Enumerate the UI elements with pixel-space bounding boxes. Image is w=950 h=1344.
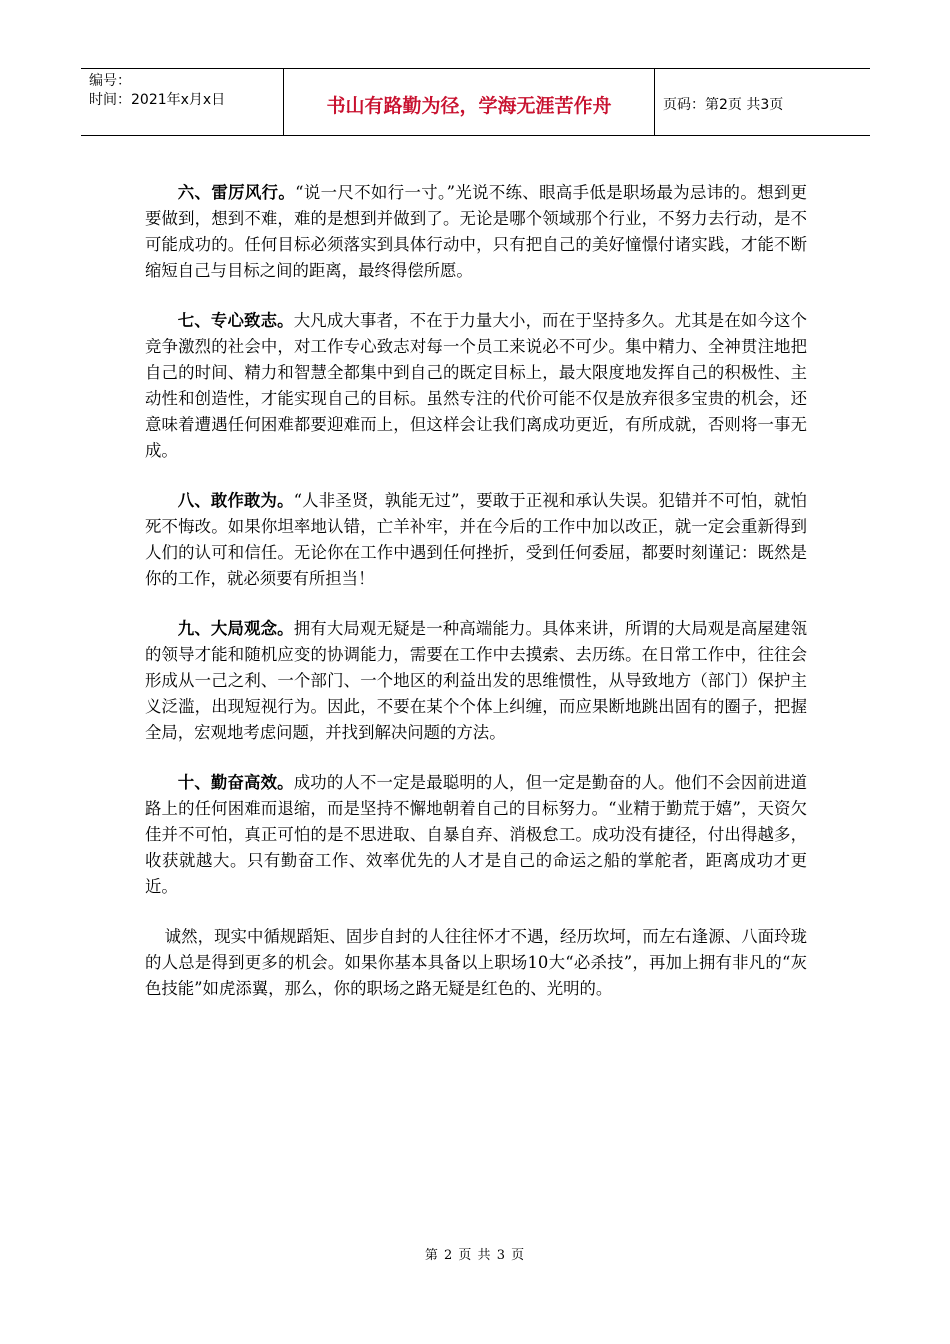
page-footer: 第 2 页 共 3 页: [424, 1248, 526, 1263]
paragraph-10: [145, 770, 807, 900]
page-header: [81, 68, 870, 136]
header-meta: [81, 69, 283, 135]
conclusion-paragraph: 诚然，现实中循规蹈矩、固步自封的人往往怀才不遇，经历坎坷，而左右逢源、八面玲珑的人总是得到更多的机会。如果你基本具备以上职场10大“必杀技”，再加上拥有非凡的“灰色技能”如虎添翼，那么，你的职场之路无疑是红色的、光明的。: [145, 927, 807, 998]
paragraph-8: [145, 488, 807, 592]
paragraph-6: [145, 180, 807, 284]
paragraph-title: 七、专心致志。: [177, 311, 294, 330]
paragraph-text: 拥有大局观无疑是一种高端能力。具体来讲，所谓的大局观是高屋建瓴的领导才能和随机应变的协调能力，需要在工作中去摸索、去历练。在日常工作中，往往会形成从一己之利、一个部门、一个地区的利益出发的思维惯性，从导致地方（部门）保护主义泛滥，出现短视行为。因此，不要在某个个体上纠缠，而应果断地跳出固有的圈子，把握全局，宏观地考虑问题，并找到解决问题的方法。: [145, 619, 807, 742]
paragraph-title: 六、雷厉风行。: [177, 183, 296, 202]
paragraph-text: 成功的人不一定是最聪明的人，但一定是勤奋的人。他们不会因前进道路上的任何困难而退缩，而是坚持不懈地朝着自己的目标努力。“业精于勤荒于嬉”，天资欠佳并不可怕，真正可怕的是不思进取、自暴自弃、消极怠工。成功没有捷径，付出得越多，收获就越大。只有勤奋工作、效率优先的人才是自己的命运之船的掌舵者，距离成功才更近。: [145, 773, 807, 896]
paragraph-title: 八、敢作敢为。: [177, 491, 294, 510]
document-number-label: 编号：: [89, 73, 131, 89]
header-page-info: 页码：第2页 共3页: [663, 97, 784, 113]
paragraph-text: “说一尺不如行一寸。”光说不练、眼高手低是职场最为忌讳的。想到更要做到，想到不难，难的是想到并做到了。无论是哪个领域那个行业，不努力去行动，是不可能成功的。任何目标必须落实到具体行动中，只有把自己的美好憧憬付诸实践，才能不断缩短自己与目标之间的距离，最终得偿所愿。: [145, 183, 808, 280]
document-date: 时间：2021年x月x日: [89, 92, 226, 108]
paragraph-7: [145, 308, 807, 464]
document-body: [145, 180, 807, 1026]
paragraph-9: [145, 616, 807, 746]
paragraph-text: 大凡成大事者，不在于力量大小，而在于坚持多久。尤其是在如今这个竞争激烈的社会中，对工作专心致志对每一个员工来说必不可少。集中精力、全神贯注地把自己的时间、精力和智慧全都集中到自己的既定目标上，最大限度地发挥自己的积极性、主动性和创造性，才能实现自己的目标。虽然专注的代价可能不仅是放弃很多宝贵的机会，还意味着遭遇任何困难都要迎难而上，但这样会让我们离成功更近，有所成就，否则将一事无成。: [145, 311, 807, 460]
paragraph-title: 十、勤奋高效。: [177, 773, 294, 792]
header-motto: 书山有路勤为径，学海无涯苦作舟: [283, 69, 655, 135]
paragraph-title: 九、大局观念。: [177, 619, 294, 638]
paragraph-text: “人非圣贤，孰能无过”，要敢于正视和承认失误。犯错并不可怕，就怕死不悔改。如果你坦率地认错，亡羊补牢，并在今后的工作中加以改正，就一定会重新得到人们的认可和信任。无论你在工作中遇到任何挫折，受到任何委屈，都要时刻谨记：既然是你的工作，就必须要有所担当！: [145, 491, 807, 588]
